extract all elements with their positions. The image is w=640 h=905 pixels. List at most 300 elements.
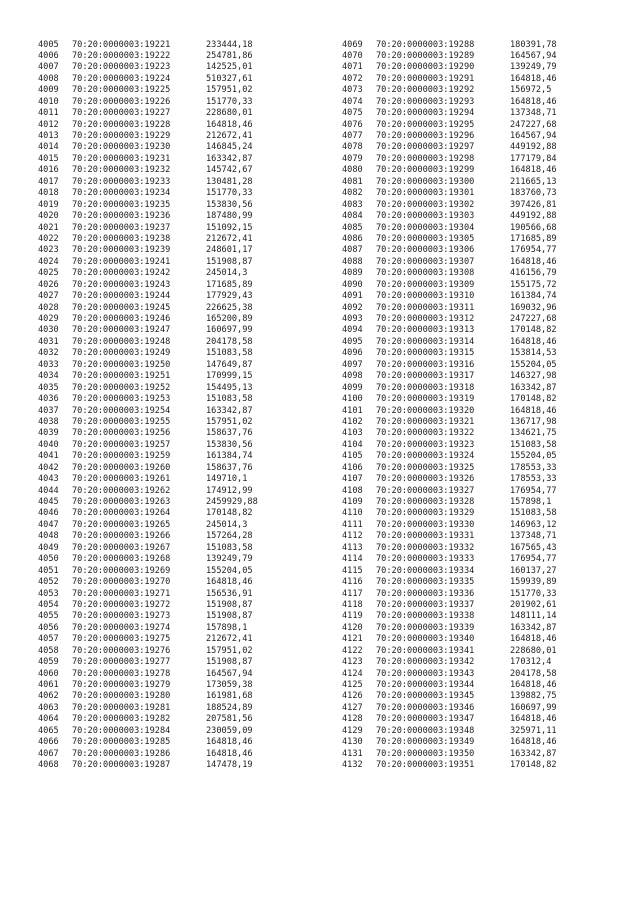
amount-value: 151083,58 [510, 439, 557, 450]
table-row [342, 508, 557, 519]
table-row [38, 657, 258, 668]
cadastral-number: 70:20:0000003:19237 [72, 222, 171, 233]
table-row [342, 245, 557, 256]
row-number: 4038 [38, 416, 59, 427]
table-row [342, 406, 557, 417]
table-row [38, 440, 258, 451]
amount-value: 164818,46 [206, 748, 253, 759]
table-row [38, 85, 258, 96]
amount-value: 247227,68 [510, 314, 557, 324]
table-row [342, 291, 557, 302]
amount-value: 247227,68 [510, 119, 557, 130]
row-number: 4105 [342, 451, 363, 462]
cadastral-number: 70:20:0000003:19247 [72, 325, 171, 336]
amount-value: 148111,14 [510, 611, 557, 622]
row-number: 4071 [342, 62, 363, 73]
amount-value: 146327,98 [510, 371, 557, 382]
row-number: 4025 [38, 268, 59, 279]
row-number: 4111 [342, 519, 363, 530]
cadastral-number: 70:20:0000003:19252 [72, 382, 171, 393]
cadastral-number: 70:20:0000003:19254 [72, 405, 171, 416]
table-row [342, 726, 557, 737]
amount-value: 176954,77 [510, 485, 557, 496]
cadastral-number: 70:20:0000003:19327 [376, 485, 475, 496]
amount-value: 157951,02 [206, 416, 253, 427]
cadastral-number: 70:20:0000003:19318 [376, 382, 475, 393]
row-number: 4122 [342, 645, 363, 656]
cadastral-number: 70:20:0000003:19315 [376, 348, 475, 359]
table-row [342, 303, 557, 314]
table-row [38, 669, 258, 680]
table-row [342, 142, 557, 153]
cadastral-number: 70:20:0000003:19290 [376, 62, 475, 73]
table-row [342, 703, 557, 714]
amount-value: 149710,1 [206, 474, 248, 485]
row-number: 4069 [342, 39, 363, 50]
cadastral-number: 70:20:0000003:19348 [376, 725, 475, 736]
amount-value: 147478,19 [206, 760, 253, 771]
cadastral-number: 70:20:0000003:19251 [72, 371, 171, 382]
table-row [342, 520, 557, 531]
cadastral-number: 70:20:0000003:19301 [376, 188, 475, 199]
table-row [38, 200, 258, 211]
row-number: 4080 [342, 165, 363, 176]
table-row [38, 531, 258, 542]
table-row [38, 383, 258, 394]
row-number: 4016 [38, 165, 59, 176]
cadastral-number: 70:20:0000003:19234 [72, 188, 171, 199]
row-number: 4100 [342, 394, 363, 405]
amount-value: 183760,73 [510, 188, 557, 199]
table-row [38, 680, 258, 691]
cadastral-number: 70:20:0000003:19279 [72, 680, 171, 690]
row-number: 4075 [342, 108, 363, 119]
cadastral-number: 70:20:0000003:19350 [376, 748, 475, 759]
amount-value: 248601,17 [206, 245, 253, 256]
amount-value: 137348,71 [510, 531, 557, 542]
amount-value: 177179,84 [510, 153, 557, 164]
cadastral-number: 70:20:0000003:19269 [72, 565, 171, 576]
table-row [342, 428, 557, 439]
table-row [38, 406, 258, 417]
cadastral-number: 70:20:0000003:19331 [376, 531, 475, 542]
row-number: 4094 [342, 325, 363, 336]
row-number: 4123 [342, 657, 363, 668]
row-number: 4034 [38, 371, 59, 382]
cadastral-number: 70:20:0000003:19316 [376, 359, 475, 370]
cadastral-number: 70:20:0000003:19272 [72, 599, 171, 610]
amount-value: 164818,46 [206, 119, 253, 130]
amount-value: 211665,13 [510, 176, 557, 187]
row-number: 4023 [38, 245, 59, 256]
cadastral-number: 70:20:0000003:19309 [376, 279, 475, 290]
table-row [342, 120, 557, 131]
cadastral-number: 70:20:0000003:19289 [376, 50, 475, 61]
amount-value: 153830,56 [206, 439, 253, 450]
amount-value: 201902,61 [510, 599, 557, 610]
amount-value: 151770,33 [206, 188, 253, 199]
cadastral-number: 70:20:0000003:19232 [72, 165, 171, 176]
cadastral-number: 70:20:0000003:19323 [376, 439, 475, 450]
amount-value: 204178,58 [510, 668, 557, 679]
table-row [38, 463, 258, 474]
row-number: 4086 [342, 233, 363, 244]
row-number: 4108 [342, 485, 363, 496]
row-number: 4116 [342, 577, 363, 588]
cadastral-number: 70:20:0000003:19317 [376, 371, 475, 382]
amount-value: 139249,79 [510, 62, 557, 73]
row-number: 4055 [38, 611, 59, 622]
row-number: 4031 [38, 336, 59, 347]
table-row [342, 451, 557, 462]
amount-value: 449192,88 [510, 142, 557, 153]
amount-value: 151908,87 [206, 599, 253, 610]
amount-value: 176954,77 [510, 245, 557, 256]
row-number: 4127 [342, 702, 363, 713]
row-number: 4047 [38, 519, 59, 530]
row-number: 4042 [38, 462, 59, 473]
amount-value: 151083,58 [206, 394, 253, 405]
amount-value: 158637,76 [206, 462, 253, 473]
amount-value: 163342,87 [510, 382, 557, 393]
cadastral-number: 70:20:0000003:19265 [72, 519, 171, 530]
cadastral-number: 70:20:0000003:19271 [72, 588, 171, 599]
row-number: 4059 [38, 657, 59, 668]
table-row [38, 314, 258, 325]
row-number: 4121 [342, 634, 363, 645]
table-row [38, 348, 258, 359]
row-number: 4119 [342, 611, 363, 622]
row-number: 4107 [342, 474, 363, 485]
cadastral-number: 70:20:0000003:19340 [376, 634, 475, 645]
cadastral-number: 70:20:0000003:19298 [376, 153, 475, 164]
table-row [38, 74, 258, 85]
cadastral-number: 70:20:0000003:19300 [376, 176, 475, 187]
amount-value: 156536,91 [206, 588, 253, 599]
cadastral-number: 70:20:0000003:19305 [376, 233, 475, 244]
row-number: 4131 [342, 748, 363, 759]
table-row [38, 211, 258, 222]
amount-value: 190566,68 [510, 222, 557, 233]
table-row [342, 211, 557, 222]
amount-value: 164818,46 [206, 577, 253, 588]
table-row [342, 177, 557, 188]
amount-value: 154495,13 [206, 382, 253, 393]
row-number: 4073 [342, 85, 363, 96]
row-number: 4051 [38, 565, 59, 576]
amount-value: 151083,58 [206, 348, 253, 359]
table-row [342, 371, 557, 382]
row-number: 4109 [342, 497, 363, 507]
amount-value: 228680,01 [206, 108, 253, 119]
amount-value: 164818,46 [510, 165, 557, 176]
cadastral-number: 70:20:0000003:19228 [72, 119, 171, 130]
row-number: 4067 [38, 748, 59, 759]
row-number: 4063 [38, 702, 59, 713]
cadastral-number: 70:20:0000003:19230 [72, 142, 171, 153]
amount-value: 161384,74 [206, 451, 253, 462]
row-number: 4098 [342, 371, 363, 382]
row-number: 4130 [342, 737, 363, 748]
cadastral-number: 70:20:0000003:19281 [72, 702, 171, 713]
cadastral-number: 70:20:0000003:19221 [72, 39, 171, 50]
cadastral-number: 70:20:0000003:19238 [72, 233, 171, 244]
cadastral-number: 70:20:0000003:19239 [72, 245, 171, 256]
row-number: 4061 [38, 680, 59, 690]
cadastral-number: 70:20:0000003:19334 [376, 565, 475, 576]
row-number: 4092 [342, 302, 363, 313]
table-row [342, 314, 557, 325]
table-row [38, 62, 258, 73]
cadastral-number: 70:20:0000003:19268 [72, 554, 171, 565]
row-number: 4026 [38, 279, 59, 290]
table-row [38, 371, 258, 382]
table-row [38, 280, 258, 291]
table-row [342, 383, 557, 394]
row-number: 4097 [342, 359, 363, 370]
table-row [38, 760, 258, 771]
cadastral-number: 70:20:0000003:19242 [72, 268, 171, 279]
row-number: 4072 [342, 73, 363, 84]
table-row [342, 234, 557, 245]
cadastral-number: 70:20:0000003:19285 [72, 737, 171, 748]
table-row [342, 543, 557, 554]
row-number: 4102 [342, 416, 363, 427]
row-number: 4118 [342, 599, 363, 610]
cadastral-number: 70:20:0000003:19224 [72, 73, 171, 84]
cadastral-number: 70:20:0000003:19308 [376, 268, 475, 279]
row-number: 4085 [342, 222, 363, 233]
cadastral-number: 70:20:0000003:19226 [72, 96, 171, 107]
amount-value: 254781,86 [206, 50, 253, 61]
amount-value: 164818,46 [510, 405, 557, 416]
cadastral-number: 70:20:0000003:19341 [376, 645, 475, 656]
amount-value: 157951,02 [206, 645, 253, 656]
row-number: 4096 [342, 348, 363, 359]
cadastral-number: 70:20:0000003:19286 [72, 748, 171, 759]
row-number: 4120 [342, 622, 363, 633]
table-row [342, 188, 557, 199]
amount-value: 170999,15 [206, 371, 253, 382]
row-number: 4062 [38, 691, 59, 702]
row-number: 4053 [38, 588, 59, 599]
table-row [342, 486, 557, 497]
amount-value: 163342,87 [206, 405, 253, 416]
amount-value: 204178,58 [206, 336, 253, 347]
cadastral-number: 70:20:0000003:19236 [72, 211, 171, 222]
amount-value: 155204,05 [206, 565, 253, 576]
cadastral-number: 70:20:0000003:19306 [376, 245, 475, 256]
cadastral-number: 70:20:0000003:19293 [376, 96, 475, 107]
amount-value: 228680,01 [510, 645, 557, 656]
row-number: 4018 [38, 188, 59, 199]
table-row [38, 108, 258, 119]
cadastral-number: 70:20:0000003:19245 [72, 302, 171, 313]
cadastral-number: 70:20:0000003:19284 [72, 725, 171, 736]
row-number: 4017 [38, 176, 59, 187]
row-number: 4089 [342, 268, 363, 279]
row-number: 4029 [38, 314, 59, 324]
row-number: 4126 [342, 691, 363, 702]
row-number: 4041 [38, 451, 59, 462]
row-number: 4048 [38, 531, 59, 542]
row-number: 4021 [38, 222, 59, 233]
cadastral-number: 70:20:0000003:19330 [376, 519, 475, 530]
table-row [342, 131, 557, 142]
table-row [38, 566, 258, 577]
row-number: 4079 [342, 153, 363, 164]
amount-value: 164818,46 [510, 73, 557, 84]
amount-value: 153814,53 [510, 348, 557, 359]
cadastral-number: 70:20:0000003:19295 [376, 119, 475, 130]
row-number: 4104 [342, 439, 363, 450]
amount-value: 171685,89 [206, 279, 253, 290]
table-row [38, 749, 258, 760]
table-row [342, 200, 557, 211]
row-number: 4090 [342, 279, 363, 290]
cadastral-number: 70:20:0000003:19335 [376, 577, 475, 588]
table-row [342, 440, 557, 451]
cadastral-number: 70:20:0000003:19319 [376, 394, 475, 405]
row-number: 4043 [38, 474, 59, 485]
cadastral-number: 70:20:0000003:19336 [376, 588, 475, 599]
amount-value: 164818,46 [510, 634, 557, 645]
amount-value: 139882,75 [510, 691, 557, 702]
row-number: 4035 [38, 382, 59, 393]
row-number: 4128 [342, 714, 363, 725]
amount-value: 397426,81 [510, 199, 557, 210]
table-row [342, 634, 557, 645]
row-number: 4103 [342, 428, 363, 439]
table-row [38, 417, 258, 428]
row-number: 4056 [38, 622, 59, 633]
row-number: 4044 [38, 485, 59, 496]
left-column [38, 40, 258, 772]
table-row [342, 417, 557, 428]
amount-value: 139249,79 [206, 554, 253, 565]
row-number: 4129 [342, 725, 363, 736]
cadastral-number: 70:20:0000003:19314 [376, 336, 475, 347]
table-row [342, 577, 557, 588]
table-row [38, 97, 258, 108]
row-number: 4113 [342, 542, 363, 553]
amount-value: 158637,76 [206, 428, 253, 439]
row-number: 4070 [342, 50, 363, 61]
amount-value: 157264,28 [206, 531, 253, 542]
cadastral-number: 70:20:0000003:19332 [376, 542, 475, 553]
cadastral-number: 70:20:0000003:19303 [376, 211, 475, 222]
table-row [342, 62, 557, 73]
cadastral-number: 70:20:0000003:19287 [72, 760, 171, 771]
cadastral-number: 70:20:0000003:19267 [72, 542, 171, 553]
row-number: 4074 [342, 96, 363, 107]
table-row [342, 257, 557, 268]
cadastral-number: 70:20:0000003:19302 [376, 199, 475, 210]
table-row [38, 188, 258, 199]
cadastral-number: 70:20:0000003:19337 [376, 599, 475, 610]
cadastral-number: 70:20:0000003:19344 [376, 680, 475, 690]
row-number: 4030 [38, 325, 59, 336]
amount-value: 170148,82 [510, 325, 557, 336]
table-row [342, 531, 557, 542]
amount-value: 161981,68 [206, 691, 253, 702]
cadastral-number: 70:20:0000003:19278 [72, 668, 171, 679]
table-row [342, 280, 557, 291]
amount-value: 145742,67 [206, 165, 253, 176]
cadastral-number: 70:20:0000003:19249 [72, 348, 171, 359]
amount-value: 151908,87 [206, 256, 253, 267]
amount-value: 157898,1 [206, 622, 248, 633]
cadastral-number: 70:20:0000003:19248 [72, 336, 171, 347]
amount-value: 510327,61 [206, 73, 253, 84]
row-number: 4024 [38, 256, 59, 267]
cadastral-number: 70:20:0000003:19313 [376, 325, 475, 336]
table-row [38, 177, 258, 188]
amount-value: 164818,46 [510, 336, 557, 347]
amount-value: 146845,24 [206, 142, 253, 153]
cadastral-number: 70:20:0000003:19235 [72, 199, 171, 210]
cadastral-number: 70:20:0000003:19250 [72, 359, 171, 370]
cadastral-number: 70:20:0000003:19243 [72, 279, 171, 290]
table-row [342, 97, 557, 108]
cadastral-number: 70:20:0000003:19339 [376, 622, 475, 633]
amount-value: 178553,33 [510, 462, 557, 473]
amount-value: 170148,82 [510, 760, 557, 771]
amount-value: 174912,99 [206, 485, 253, 496]
cadastral-number: 70:20:0000003:19270 [72, 577, 171, 588]
row-number: 4132 [342, 760, 363, 771]
row-number: 4114 [342, 554, 363, 565]
table-row [342, 669, 557, 680]
row-number: 4011 [38, 108, 59, 119]
cadastral-number: 70:20:0000003:19227 [72, 108, 171, 119]
amount-value: 163342,87 [510, 748, 557, 759]
amount-value: 170148,82 [206, 508, 253, 519]
cadastral-number: 70:20:0000003:19276 [72, 645, 171, 656]
table-row [342, 51, 557, 62]
cadastral-number: 70:20:0000003:19343 [376, 668, 475, 679]
row-number: 4117 [342, 588, 363, 599]
amount-value: 155204,05 [510, 359, 557, 370]
row-number: 4084 [342, 211, 363, 222]
table-row [38, 589, 258, 600]
amount-value: 164567,94 [510, 131, 557, 141]
table-row [342, 348, 557, 359]
cadastral-number: 70:20:0000003:19320 [376, 405, 475, 416]
row-number: 4058 [38, 645, 59, 656]
amount-value: 160697,99 [510, 702, 557, 713]
cadastral-number: 70:20:0000003:19349 [376, 737, 475, 748]
cadastral-number: 70:20:0000003:19321 [376, 416, 475, 427]
cadastral-number: 70:20:0000003:19225 [72, 85, 171, 96]
row-number: 4101 [342, 405, 363, 416]
row-number: 4014 [38, 142, 59, 153]
table-row [342, 268, 557, 279]
table-row [38, 291, 258, 302]
table-row [342, 463, 557, 474]
amount-value: 416156,79 [510, 268, 557, 279]
table-row [342, 623, 557, 634]
amount-value: 212672,41 [206, 233, 253, 244]
cadastral-number: 70:20:0000003:19260 [72, 462, 171, 473]
amount-value: 177929,43 [206, 291, 253, 302]
row-number: 4124 [342, 668, 363, 679]
row-number: 4015 [38, 153, 59, 164]
row-number: 4095 [342, 336, 363, 347]
table-row [342, 691, 557, 702]
row-number: 4006 [38, 50, 59, 61]
table-row [342, 646, 557, 657]
